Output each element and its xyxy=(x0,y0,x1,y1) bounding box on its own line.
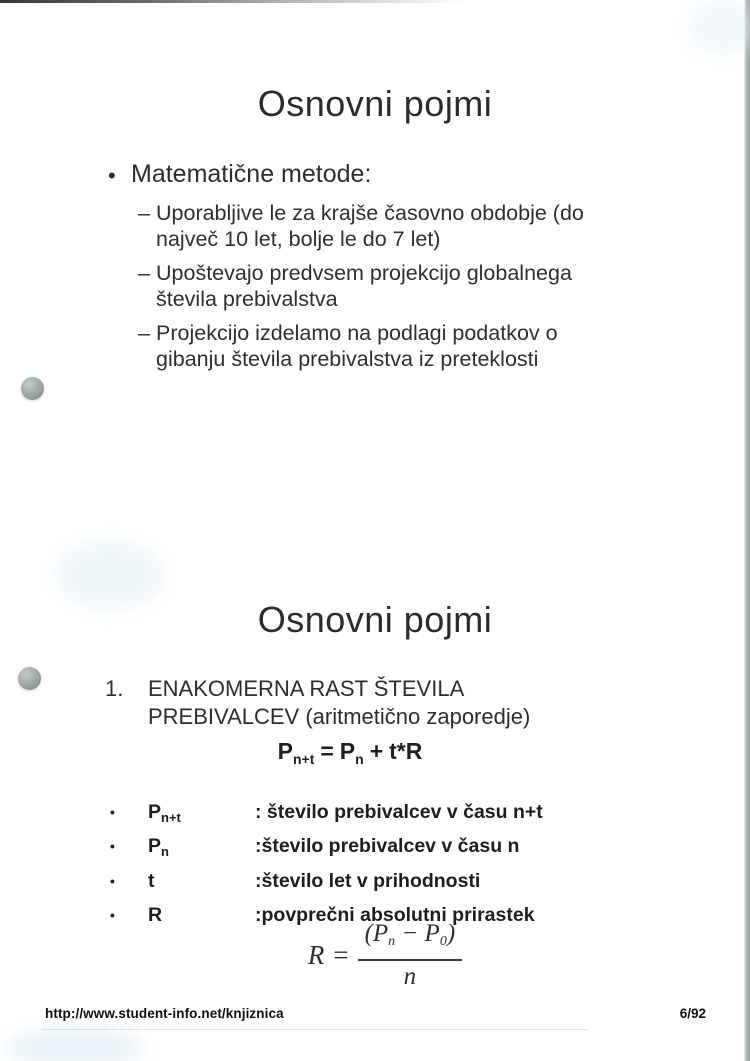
footer-url: http://www.student-info.net/knjiznica xyxy=(45,1006,284,1021)
definition-row xyxy=(110,798,543,832)
hole-punch-dot xyxy=(21,377,44,400)
sub-bullet xyxy=(138,260,625,312)
sub-bullet-list xyxy=(138,200,625,380)
equals-sign: = xyxy=(320,738,334,764)
scan-dotted-line xyxy=(42,1029,587,1030)
minus-sign: − xyxy=(395,920,425,947)
bullet-icon: • xyxy=(108,163,116,188)
definition-desc: :število prebivalcev v času n xyxy=(255,835,520,858)
page-number: 6/92 xyxy=(679,1006,706,1021)
definition-row xyxy=(110,867,543,901)
p0-sub: 0 xyxy=(439,934,447,949)
sub-bullet-text: Projekcijo izdelamo na podlagi podatkov o gibanju števila prebivalstva iz preteklosti xyxy=(156,321,558,371)
paren-close: ) xyxy=(446,920,456,947)
definition-list xyxy=(110,798,543,935)
formula-p2-sub: n xyxy=(355,751,364,767)
sub-bullet-text: Upoštevajo predvsem projekcijo globalnega števila prebivalstva xyxy=(156,261,572,311)
term-base: R xyxy=(148,903,163,926)
item-number: 1. xyxy=(105,676,124,701)
bullet-icon: • xyxy=(110,906,115,923)
term-base: t xyxy=(148,869,155,892)
bullet-icon: • xyxy=(110,838,115,855)
formula-r-fraction xyxy=(20,920,750,990)
definition-desc: : število prebivalcev v času n+t xyxy=(255,801,543,823)
plus-sign: + xyxy=(369,738,384,764)
fraction-denominator: n xyxy=(403,963,417,990)
bullet-heading: Matematične metode: xyxy=(131,160,372,188)
formula-t-term: t*R xyxy=(389,738,423,764)
formula-p1-base: P xyxy=(277,738,293,764)
paren-open: ( xyxy=(364,920,373,947)
scan-smudge xyxy=(688,0,750,55)
dash-icon: – xyxy=(138,321,150,345)
definition-desc: :povprečni absolutni prirastek xyxy=(255,903,535,926)
bullet-icon: • xyxy=(110,804,115,820)
formula-p2-base: P xyxy=(339,738,356,764)
bullet-item xyxy=(108,160,371,191)
pn-base: P xyxy=(372,920,389,947)
term-base: P xyxy=(148,801,162,823)
fraction xyxy=(358,920,463,990)
scan-top-edge-shadow xyxy=(0,0,750,3)
sub-bullet xyxy=(138,320,625,372)
formula-pnt xyxy=(0,736,700,774)
term-base: P xyxy=(148,835,162,858)
equals-sign: = xyxy=(333,939,349,970)
definition-term xyxy=(148,798,255,832)
pn-sub: n xyxy=(388,934,396,949)
definition-row xyxy=(110,832,543,866)
definition-term xyxy=(148,832,255,866)
term-sub: n xyxy=(161,844,169,860)
definition-desc: :število let v prihodnosti xyxy=(255,869,481,892)
item-text: ENAKOMERNA RAST ŠTEVILA PREBIVALCEV (aritmetično zaporedje) xyxy=(148,676,531,729)
dash-icon: – xyxy=(138,201,150,225)
dash-icon: – xyxy=(138,261,150,285)
sub-bullet xyxy=(138,200,625,252)
numbered-item xyxy=(105,675,548,731)
definition-term xyxy=(148,867,255,901)
formula-r-lhs: R xyxy=(307,939,325,970)
hole-punch-dot xyxy=(18,667,41,690)
page-right-edge-shadow xyxy=(744,0,750,1061)
scan-smudge xyxy=(5,1028,145,1061)
bullet-icon: • xyxy=(110,872,115,889)
slide2-title: Osnovni pojmi xyxy=(257,599,493,640)
formula-p1-sub: n+t xyxy=(292,751,315,767)
fraction-numerator xyxy=(358,920,463,961)
slide1-title: Osnovni pojmi xyxy=(257,83,493,124)
p0-base: P xyxy=(424,920,440,947)
sub-bullet-text: Uporabljive le za krajše časovno obdobje (do največ 10 let, bolje le do 7 let) xyxy=(156,201,584,251)
term-sub: n+t xyxy=(161,810,181,825)
